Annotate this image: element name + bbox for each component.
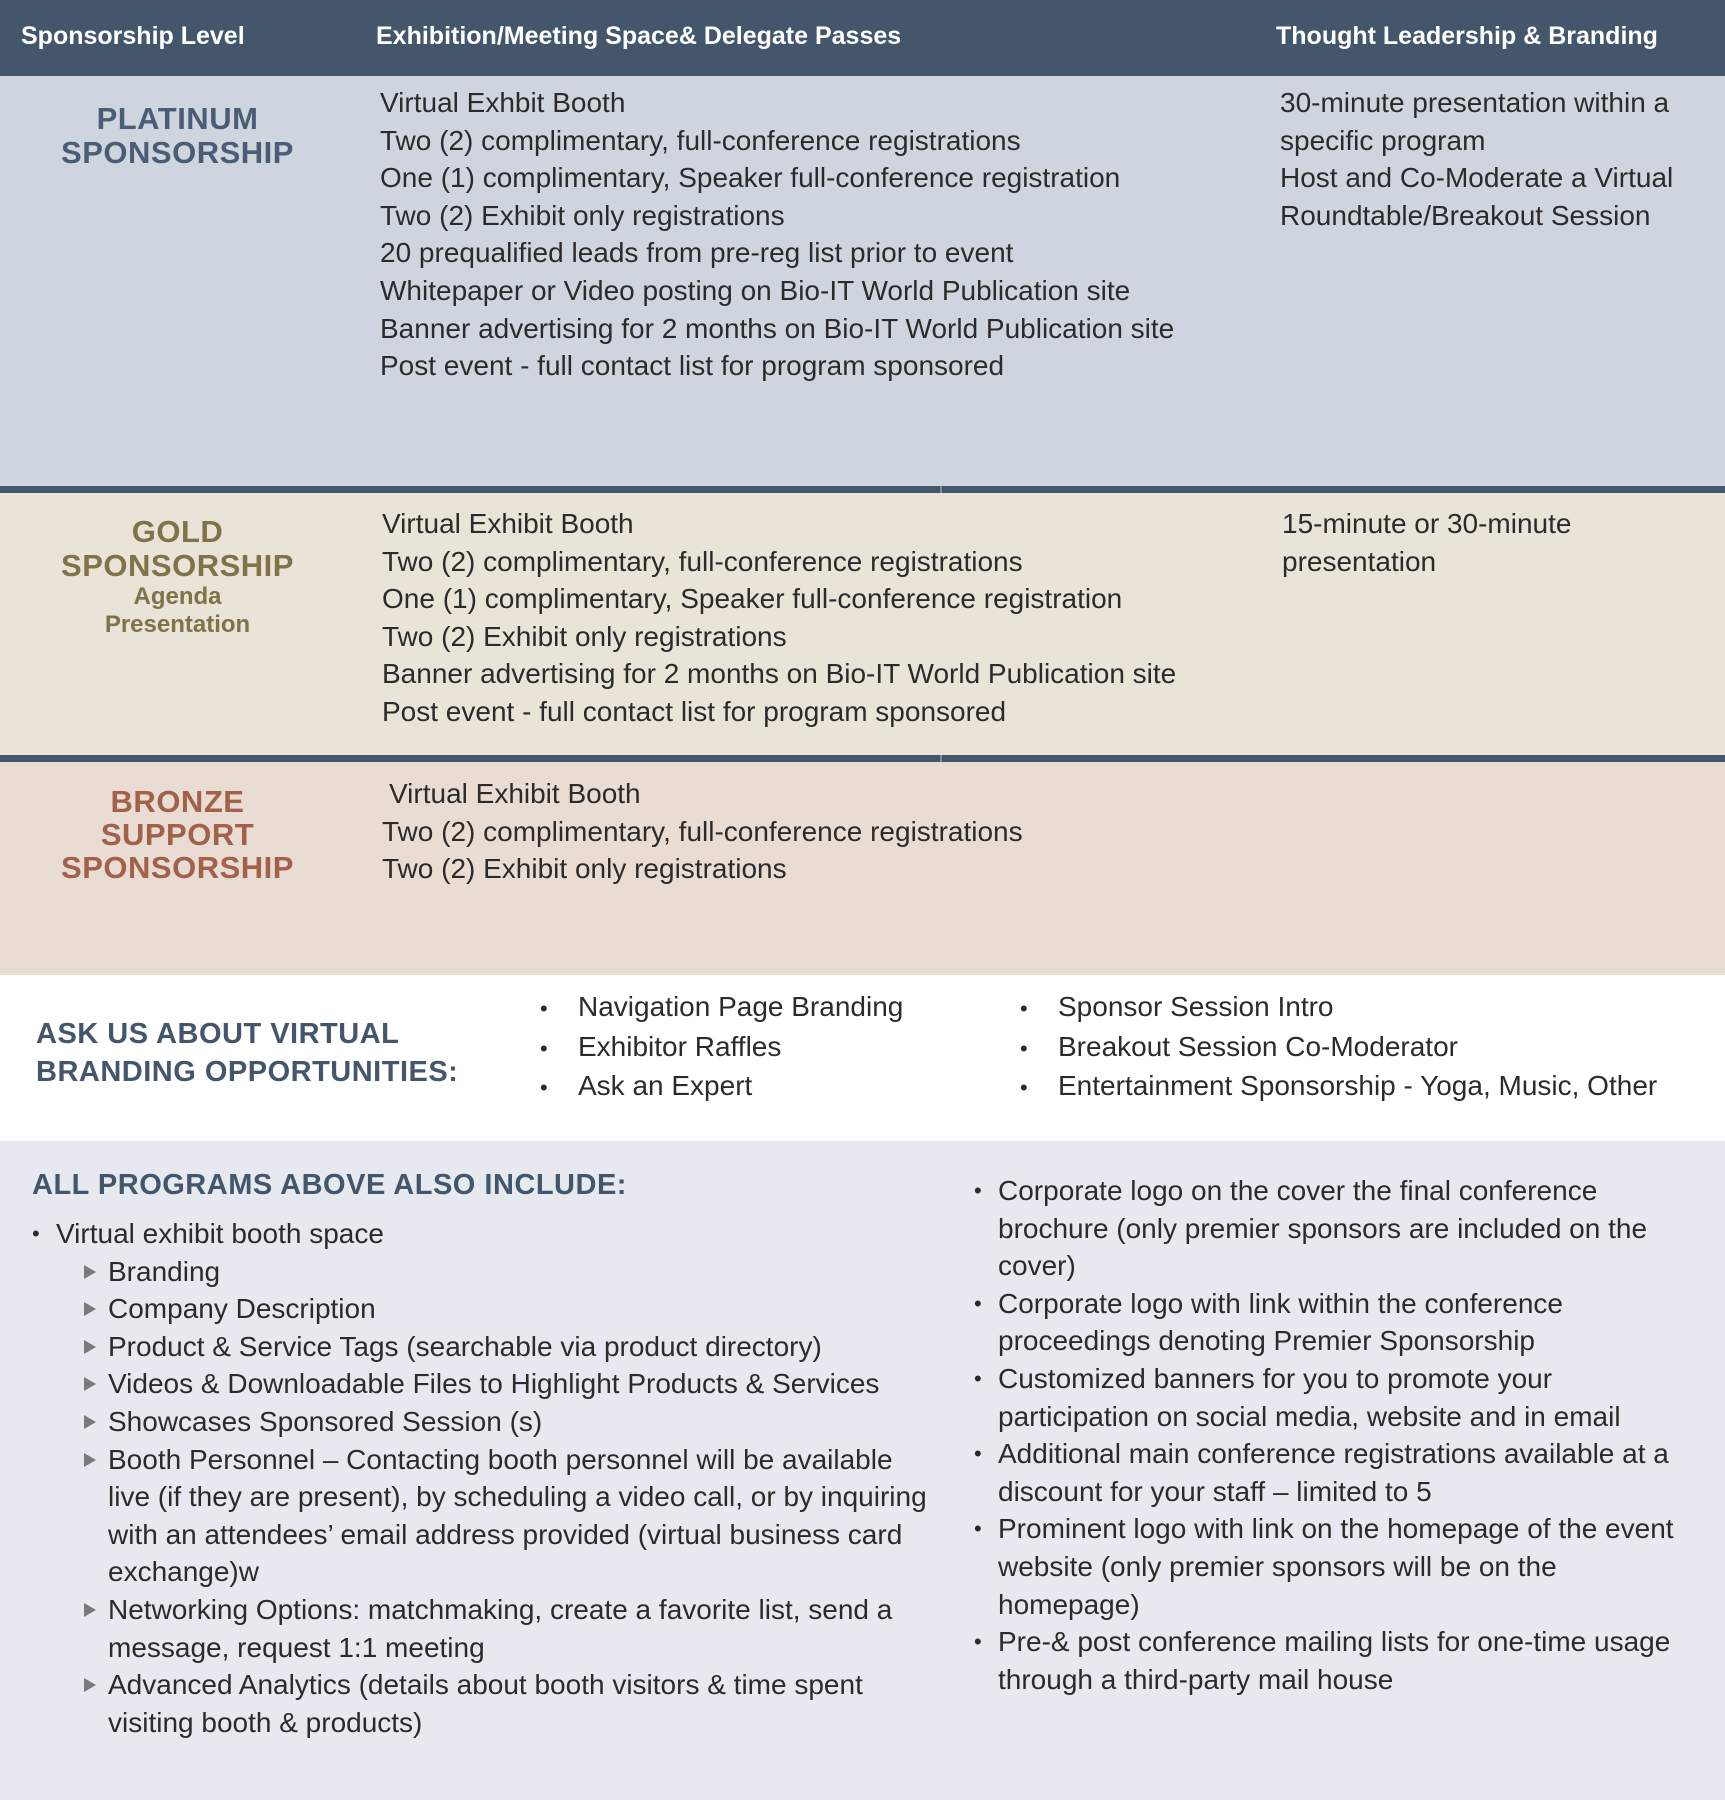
- bronze-title-line1: BRONZE: [110, 784, 245, 819]
- list-item: [974, 1285, 1698, 1360]
- bullet: •: [974, 1629, 982, 1655]
- list-item: Post event - full contact list for program sponsored: [382, 695, 1007, 727]
- list-item-label: Showcases Sponsored Session (s): [108, 1405, 543, 1437]
- table-header: [0, 0, 1725, 76]
- triangle-bullet-icon: [84, 1678, 96, 1692]
- gold-thought: [1282, 505, 1571, 580]
- branding-list-2: [1020, 988, 1657, 1107]
- bullet: •: [32, 1221, 40, 1246]
- includes-section: [0, 1141, 1725, 1800]
- list-item-label: Entertainment Sponsorship - Yoga, Music, Other: [1058, 1070, 1658, 1102]
- bronze-row: [0, 762, 1725, 975]
- bronze-title-line2: SUPPORT: [100, 817, 255, 852]
- list-item: [104, 1666, 868, 1741]
- triangle-bullet-icon: [84, 1415, 96, 1429]
- branding-title-line1: ASK US ABOUT VIRTUAL: [36, 1018, 400, 1050]
- list-item: specific program: [1280, 124, 1486, 156]
- branding-section: [0, 975, 1725, 1141]
- gold-title-line2: SPONSORSHIP: [61, 548, 294, 583]
- list-item: Two (2) complimentary, full-conference registrations: [382, 815, 1023, 847]
- list-item-label: Company Description: [108, 1293, 376, 1325]
- includes-right-list: [974, 1172, 1698, 1698]
- list-item: [974, 1172, 1698, 1285]
- bullet: •: [540, 996, 548, 1021]
- list-item-label: Prominent logo with link on the homepage of the event website (only premier sponsors will be on the homepage): [998, 1513, 1674, 1620]
- list-item: Banner advertising for 2 months on Bio-IT World Publication site: [380, 312, 1175, 344]
- bullet: •: [974, 1178, 982, 1203]
- list-item: Two (2) Exhibit only registrations: [382, 620, 787, 652]
- list-item: Whitepaper or Video posting on Bio-IT World Publication site: [380, 274, 1131, 306]
- bullet: •: [974, 1290, 982, 1316]
- list-item: [1020, 1028, 1657, 1068]
- platinum-items: [380, 84, 1174, 385]
- header-thought-leadership: Thought Leadership & Branding: [1276, 22, 1658, 50]
- list-item: Roundtable/Breakout Session: [1280, 199, 1651, 231]
- list-item-label: Networking Options: matchmaking, create a favorite list, send a message, request 1:1 meeting: [108, 1593, 893, 1663]
- bullet: •: [1020, 1035, 1028, 1061]
- list-item: [974, 1623, 1698, 1698]
- list-item: 30-minute presentation within a: [1280, 87, 1670, 118]
- list-item: presentation: [1282, 545, 1437, 577]
- triangle-bullet-icon: [84, 1377, 96, 1391]
- list-item-label: Exhibitor Raffles: [578, 1030, 782, 1062]
- list-item-label: Additional main conference registrations available at a discount for your staff – limited to 5: [998, 1438, 1669, 1507]
- triangle-bullet-icon: [84, 1265, 96, 1279]
- triangle-bullet-icon: [84, 1302, 96, 1316]
- bullet: •: [540, 1035, 548, 1061]
- list-item-label: Sponsor Session Intro: [1058, 991, 1334, 1022]
- gold-subtitle-line2: Presentation: [104, 611, 251, 638]
- list-item: Post event - full contact list for program sponsored: [380, 350, 1005, 382]
- list-item: [540, 1067, 903, 1107]
- triangle-bullet-icon: [84, 1603, 96, 1617]
- row-divider: [0, 486, 1725, 493]
- list-item: [32, 1215, 927, 1741]
- triangle-bullet-icon: [84, 1340, 96, 1354]
- gold-title-line1: GOLD: [131, 514, 224, 549]
- bullet: •: [974, 1441, 982, 1467]
- platinum-title-line2: SPONSORSHIP: [61, 135, 294, 170]
- bullet: •: [540, 1075, 548, 1101]
- bullet: •: [974, 1365, 982, 1391]
- branding-title: [36, 1015, 458, 1091]
- list-item: [1020, 988, 1657, 1028]
- list-item-label: Corporate logo on the cover the final conference brochure (only premier sponsors are included on the cover): [998, 1175, 1648, 1282]
- platinum-title: [0, 102, 355, 170]
- list-item: [974, 1360, 1698, 1435]
- list-item-label: Customized banners for you to promote your participation on social media, website and in email: [998, 1362, 1621, 1432]
- list-item: Two (2) complimentary, full-conference registrations: [380, 124, 1021, 156]
- list-item: Two (2) Exhibit only registrations: [380, 199, 785, 231]
- gold-items: [382, 505, 1176, 731]
- list-item: One (1) complimentary, Speaker full-conference registration: [380, 162, 1121, 194]
- list-item-label: Virtual exhibit booth space: [56, 1218, 384, 1249]
- list-item: Two (2) Exhibit only registrations: [382, 853, 787, 885]
- gold-subtitle-line1: Agenda: [133, 583, 222, 610]
- includes-left-list: [32, 1215, 927, 1741]
- platinum-title-line1: PLATINUM: [96, 101, 259, 136]
- includes-title: ALL PROGRAMS ABOVE ALSO INCLUDE:: [32, 1169, 627, 1201]
- gold-title: [0, 515, 355, 639]
- list-item-label: Breakout Session Co-Moderator: [1058, 1030, 1458, 1062]
- list-item: [1020, 1067, 1657, 1107]
- list-item-label: Navigation Page Branding: [578, 991, 904, 1022]
- row-divider: [0, 755, 1725, 762]
- bronze-title: [0, 785, 355, 884]
- list-item: [104, 1365, 926, 1403]
- bullet: •: [974, 1516, 982, 1542]
- platinum-row: [0, 76, 1725, 488]
- triangle-bullet-icon: [84, 1453, 96, 1467]
- list-item: [104, 1290, 926, 1328]
- list-item-label: Product & Service Tags (searchable via product directory): [108, 1330, 822, 1362]
- platinum-thought: [1280, 84, 1673, 234]
- list-item: [540, 1028, 903, 1068]
- bullet: •: [1020, 1075, 1028, 1101]
- gold-row: [0, 493, 1725, 756]
- bullet: •: [1020, 996, 1028, 1021]
- list-item: [540, 988, 903, 1028]
- list-item: Host and Co-Moderate a Virtual: [1280, 162, 1674, 194]
- list-item-label: Corporate logo with link within the conference proceedings denoting Premier Sponsorship: [998, 1287, 1563, 1357]
- header-sponsorship-level: Sponsorship Level: [21, 22, 245, 50]
- list-item-label: Branding: [108, 1255, 221, 1287]
- branding-title-line2: BRANDING OPPORTUNITIES:: [36, 1056, 459, 1088]
- list-item: [104, 1441, 928, 1591]
- list-item-label: Pre-& post conference mailing lists for one-time usage through a third-party mail house: [998, 1626, 1671, 1695]
- list-item-label: Booth Personnel – Contacting booth personnel will be available live (if they are present), by scheduling a video call, or by inquiring with an attendees’ email address provided (virtual business card exchange)w: [108, 1443, 927, 1588]
- list-item: [104, 1253, 926, 1291]
- list-item: Virtual Exhbit Booth: [380, 87, 626, 118]
- bronze-items: [382, 775, 1023, 888]
- header-exhibition: Exhibition/Meeting Space& Delegate Passes: [376, 22, 902, 50]
- list-item: Virtual Exhibit Booth: [389, 778, 641, 809]
- bronze-title-line3: SPONSORSHIP: [61, 850, 294, 885]
- list-item: Virtual Exhibit Booth: [382, 508, 634, 539]
- branding-list-1: [540, 988, 903, 1107]
- list-item: Two (2) complimentary, full-conference registrations: [382, 545, 1023, 577]
- list-item: [974, 1435, 1698, 1510]
- list-item: 15-minute or 30-minute: [1282, 508, 1572, 539]
- list-item: [974, 1510, 1698, 1623]
- list-item-label: Videos & Downloadable Files to Highlight Products & Services: [108, 1368, 880, 1400]
- list-item-label: Advanced Analytics (details about booth visitors & time spent visiting booth & products): [108, 1669, 863, 1738]
- list-item-label: Ask an Expert: [578, 1070, 753, 1102]
- list-item: 20 prequalified leads from pre-reg list prior to event: [380, 237, 1014, 269]
- list-item: [104, 1403, 926, 1441]
- list-item: [104, 1591, 928, 1666]
- includes-sub-list: [104, 1253, 926, 1742]
- list-item: Banner advertising for 2 months on Bio-IT World Publication site: [382, 658, 1177, 690]
- list-item: [104, 1328, 926, 1366]
- list-item: One (1) complimentary, Speaker full-conference registration: [382, 583, 1123, 615]
